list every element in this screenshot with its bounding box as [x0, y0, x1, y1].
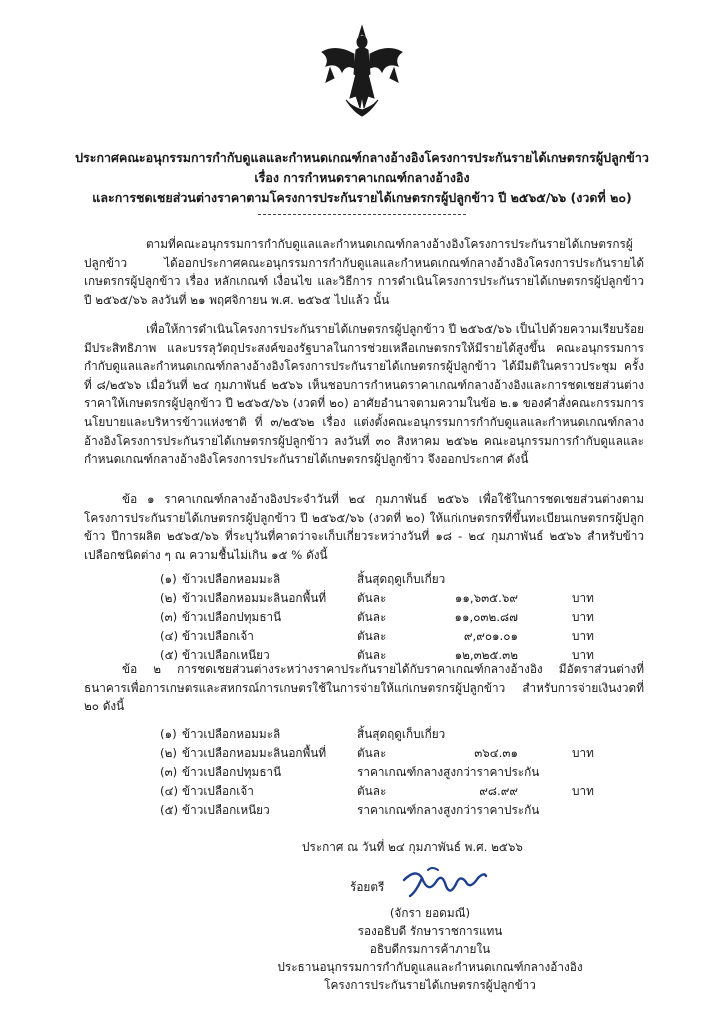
row-number: (๕) [160, 648, 179, 662]
row-number: (๒) [160, 746, 177, 760]
paragraph-clause-2: ข้อ ๒ การชดเชยส่วนต่างระหว่างราคาประกันรายได้กับราคาเกณฑ์กลางอ้างอิง มีอัตราส่วนต่างที่ธนาคารเพื่อการเกษตรและสหกรณ์การเกษตรใช้ในการจ่ายให้แก่เกษตรกรผู้ปลูกข้าว สำหรับการจ่ายเงินงวดที่ ๒๐ ดังนี้ [84, 662, 644, 714]
price-value: ๑๑,๖๓๕.๖๙ [454, 591, 518, 605]
price-unit: ตันละ [357, 591, 387, 605]
rice-type: ข้าวเปลือกปทุมธานี [182, 765, 282, 779]
currency-label: บาท [572, 591, 594, 605]
price-value: ๑๑,๐๓๒.๘๗ [454, 610, 518, 624]
table-row [160, 782, 620, 800]
rice-type: ข้าวเปลือกปทุมธานี [182, 610, 282, 624]
table-row [160, 608, 620, 626]
row-number: (๓) [160, 765, 178, 779]
table-row [160, 570, 620, 588]
rice-type: ข้าวเปลือกเจ้า [182, 629, 254, 643]
heading-line-1: ประกาศคณะอนุกรรมการกำกับดูแลและกำหนดเกณฑ์กลางอ้างอิงโครงการประกันรายได้เกษตรกรผู้ปลูกข้าว [75, 150, 649, 165]
heading-line-2: เรื่อง การกำหนดราคาเกณฑ์กลางอ้างอิง [254, 170, 470, 185]
rice-type: ข้าวเปลือกหอมมะลินอกพื้นที่ [182, 746, 327, 760]
row-number: (๔) [160, 629, 179, 643]
handwritten-signature-icon [398, 864, 490, 904]
table-row [160, 744, 620, 762]
rice-type: ข้าวเปลือกหอมมะลินอกพื้นที่ [182, 591, 327, 605]
price-unit: ตันละ [357, 629, 387, 643]
signer-position-4: โครงการประกันรายได้เกษตรกรผู้ปลูกข้าว [324, 978, 536, 992]
rice-type: ข้าวเปลือกหอมมะลิ [182, 572, 281, 586]
signer-position-3: ประธานอนุกรรมการกำกับดูแลและกำหนดเกณฑ์กลางอ้างอิง [277, 960, 583, 974]
row-number: (๑) [160, 727, 177, 741]
signer-position-1: รองอธิบดี รักษาราชการแทน [357, 924, 503, 938]
price-value: ๙,๙๐๑.๐๑ [463, 629, 518, 643]
price-value: ๑๒,๓๒๕.๓๒ [454, 648, 518, 662]
price-unit: ตันละ [357, 784, 387, 798]
currency-label: บาท [572, 610, 594, 624]
row-number: (๔) [160, 784, 179, 798]
price-value: ๓๖๔.๓๑ [474, 746, 518, 760]
signer-position-2: อธิบดีกรมการค้าภายใน [369, 942, 491, 956]
rice-type: ข้าวเปลือกหอมมะลิ [182, 727, 281, 741]
heading-line-3: และการชดเชยส่วนต่างราคาตามโครงการประกันรายได้เกษตรกรผู้ปลูกข้าว ปี ๒๕๖๕/๖๖ (งวดที่ ๒๐) [92, 190, 632, 205]
paragraph-intro: ตามที่คณะอนุกรรมการกำกับดูแลและกำหนดเกณฑ์กลางอ้างอิงโครงการประกันรายได้เกษตรกรผู้ปลูกข้าว ได้ออกประกาศคณะอนุกรรมการกำกับดูแลและกำหนดเกณฑ์กลางอ้างอิงโครงการประกันรายได้เกษตรกรผู้ปลูกข้าว เรื่อง หลักเกณฑ์ เงื่อนไข และวิธีการ การดำเนินโครงการประกันรายได้เกษตรกรผู้ปลูกข้าว ปี ๒๕๖๕/๖๖ ลงวันที่ ๒๑ พฤศจิกายน พ.ศ. ๒๕๖๕ ไปแล้ว นั้น [84, 237, 644, 307]
paragraph-clause-1: ข้อ ๑ ราคาเกณฑ์กลางอ้างอิงประจำวันที่ ๒๔ กุมภาพันธ์ ๒๕๖๖ เพื่อใช้ในการชดเชยส่วนต่างตามโครงการประกันรายได้เกษตรกรผู้ปลูกข้าว ปี ๒๕๖๕/๖๖ (งวดที่ ๒๐) ให้แก่เกษตรกรที่ขึ้นทะเบียนเกษตรกรผู้ปลูกข้าว ปีการผลิต ๒๕๖๕/๖๖ ที่ระบุวันที่คาดว่าจะเก็บเกี่ยวระหว่างวันที่ ๑๘ - ๒๔ กุมภาพันธ์ ๒๕๖๖ สำหรับข้าวเปลือกชนิดต่าง ๆ ณ ความชื้นไม่เกิน ๑๕ % ดังนี้ [84, 492, 644, 562]
signer-rank: ร้อยตรี [350, 880, 385, 894]
table-row [160, 589, 620, 607]
price-unit: ราคาเกณฑ์กลางสูงกว่าราคาประกัน [357, 765, 540, 779]
price-unit: ตันละ [357, 746, 387, 760]
table-row [160, 763, 620, 781]
currency-label: บาท [572, 648, 594, 662]
rice-type: ข้าวเปลือกเหนียว [182, 803, 270, 817]
rice-type: ข้าวเปลือกเจ้า [182, 784, 254, 798]
row-number: (๒) [160, 591, 177, 605]
table-row [160, 725, 620, 743]
announcement-date: ประกาศ ณ วันที่ ๒๔ กุมภาพันธ์ พ.ศ. ๒๕๖๖ [302, 840, 523, 854]
heading-divider [258, 214, 466, 215]
paragraph-resolution: เพื่อให้การดำเนินโครงการประกันรายได้เกษตรกรผู้ปลูกข้าว ปี ๒๕๖๕/๖๖ เป็นไปด้วยความเรียบร้อย มีประสิทธิภาพ และบรรลุวัตถุประสงค์ของรัฐบาลในการช่วยเหลือเกษตรกรให้มีรายได้สูงขึ้น คณะอนุกรรมการกำกับดูแลและกำหนดเกณฑ์กลางอ้างอิงโครงการประกันรายได้เกษตรกรผู้ปลูกข้าว ได้มีมติในคราวประชุม ครั้งที่ ๘/๒๕๖๖ เมื่อวันที่ ๒๔ กุมภาพันธ์ ๒๕๖๖ เห็นชอบการกำหนดราคาเกณฑ์กลางอ้างอิงและการชดเชยส่วนต่างราคาให้เกษตรกรผู้ปลูกข้าว ปี ๒๕๖๕/๖๖ (งวดที่ ๒๐) อาศัยอำนาจตามความในข้อ ๒.๑ ของคำสั่งคณะกรรมการนโยบายและบริหารข้าวแห่งชาติ ที่ ๓/๒๕๖๒ เรื่อง แต่งตั้งคณะอนุกรรมการกำกับดูแลและกำหนดเกณฑ์กลางอ้างอิงโครงการประกันรายได้เกษตรกรผู้ปลูกข้าว ลงวันที่ ๓๐ สิงหาคม ๒๕๖๒ คณะอนุกรรมการกำกับดูแลและกำหนดเกณฑ์กลางอ้างอิงโครงการประกันรายได้เกษตรกรผู้ปลูกข้าว จึงออกประกาศ ดังนี้ [84, 322, 644, 467]
currency-label: บาท [572, 746, 594, 760]
row-number: (๓) [160, 610, 178, 624]
price-unit: ตันละ [357, 648, 387, 662]
currency-label: บาท [572, 629, 594, 643]
table-row [160, 801, 620, 819]
signer-name: (จักรา ยอดมณี) [389, 906, 471, 920]
price-unit: ตันละ [357, 610, 387, 624]
currency-label: บาท [572, 784, 594, 798]
price-unit: ราคาเกณฑ์กลางสูงกว่าราคาประกัน [357, 803, 540, 817]
rice-type: ข้าวเปลือกเหนียว [182, 648, 270, 662]
price-value: ๙๘.๙๙ [479, 784, 518, 798]
garuda-emblem-icon [316, 22, 408, 120]
row-number: (๕) [160, 803, 179, 817]
price-unit: สิ้นสุดฤดูเก็บเกี่ยว [357, 727, 446, 741]
price-unit: สิ้นสุดฤดูเก็บเกี่ยว [357, 572, 446, 586]
row-number: (๑) [160, 572, 177, 586]
table-row [160, 627, 620, 645]
